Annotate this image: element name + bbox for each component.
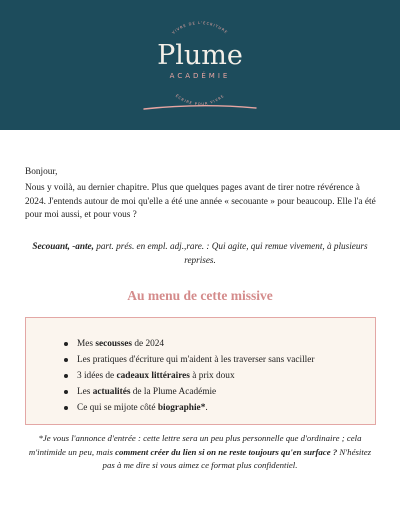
svg-text:VIVRE DE L'ÉCRITURE (171, 20, 228, 35)
logo-subtitle: ACADÉMIE (169, 72, 231, 80)
definition-term: Secouant, -ante, (32, 241, 94, 251)
definition-grammar: part. prés. en empl. adj.,rare. : (93, 241, 210, 251)
bullet-icon (64, 358, 68, 362)
logo-swoosh-icon (140, 100, 260, 114)
menu-item: Mes secousses de 2024 (64, 336, 314, 352)
menu-title: Au menu de cette missive (127, 288, 273, 303)
menu-item: Les actualités de la Plume Académie (64, 384, 314, 400)
footnote: *Je vous l'annonce d'entrée : cette lettre sera un peu plus personnelle que d'ordinaire ; cela m'intimide un peu, mais comment créer du lien si on ne reste toujours qu'en surface ? N'hésitez pas à me dire si vous aimez ce format plus confidentiel. (28, 433, 372, 470)
menu-box (25, 317, 376, 425)
logo-arc-bottom: ÉCRIRE POUR VIVRE (174, 93, 226, 107)
logo-arc-top: VIVRE DE L'ÉCRITURE (171, 20, 229, 35)
bullet-icon (64, 406, 68, 410)
menu-item: Ce qui se mijote côté biographie*. (64, 400, 314, 416)
greeting: Bonjour, (25, 167, 58, 177)
menu-list (64, 336, 314, 416)
bullet-icon (64, 374, 68, 378)
footnote-emphasis: comment créer du lien si on ne reste toujours qu'en surface ? (115, 446, 338, 457)
bullet-icon (64, 342, 68, 346)
menu-item: 3 idées de cadeaux littéraires à prix doux (64, 368, 314, 384)
logo-wordmark: Plume (157, 40, 243, 71)
bullet-icon (64, 390, 68, 394)
menu-item: Les pratiques d'écriture qui m'aident à les traverser sans vaciller (64, 352, 314, 368)
intro-paragraph: Nous y voilà, au dernier chapitre. Plus que quelques pages avant de tirer notre révérence à 2024. J'entends autour de moi qu'elle a été une année « secouante » pour beaucoup. Elle l'a été pour moi aussi, et pour vous ? (25, 183, 376, 220)
newsletter-header (0, 0, 400, 130)
definition (22, 240, 378, 267)
definition-meaning: Qui agite, qui remue vivement, à plusieurs reprises. (184, 241, 368, 265)
